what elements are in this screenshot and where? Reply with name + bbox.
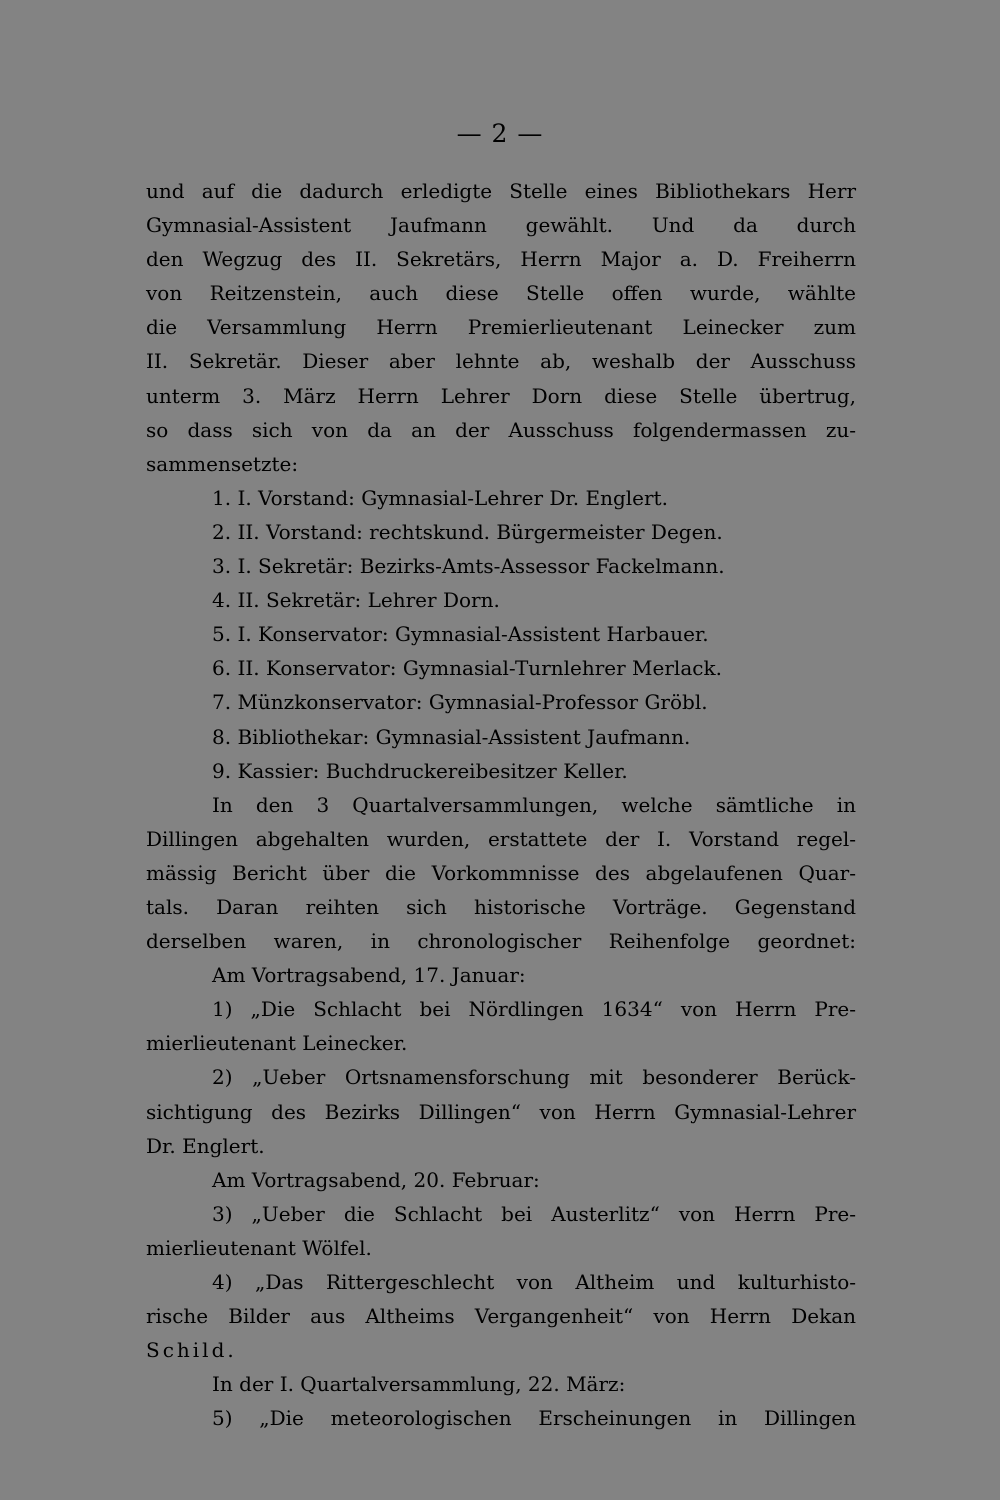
quarterly-meeting-heading: In der I. Quartalversammlung, 22. März: — [212, 1372, 626, 1397]
committee-list-item: 3. I. Sekretär: Bezirks-Amts-Assessor Fackelmann. — [212, 554, 725, 579]
committee-list-item: 1. I. Vorstand: Gymnasial-Lehrer Dr. Englert. — [212, 485, 668, 510]
lecture-evening-heading: Am Vortragsabend, 20. Februar: — [212, 1167, 540, 1192]
body-text — [146, 174, 856, 1435]
text-line: so dass sich von da an der Ausschuss folgendermassen zu- — [146, 417, 856, 442]
lecture-item-continuation: Dr. Englert. — [146, 1133, 265, 1158]
lecture-evening-heading: Am Vortragsabend, 17. Januar: — [212, 963, 526, 988]
text-line: tals. Daran reihten sich historische Vorträge. Gegenstand — [146, 894, 856, 919]
lecture-item: 1) „Die Schlacht bei Nördlingen 1634“ von Herrn Pre- — [212, 997, 856, 1022]
lecture-item-continuation: sichtigung des Bezirks Dillingen“ von Herrn Gymnasial-Lehrer — [146, 1099, 856, 1124]
text-line: sammensetzte: — [146, 451, 299, 476]
committee-list-item: 2. II. Vorstand: rechtskund. Bürgermeister Degen. — [212, 519, 723, 544]
text-line: die Versammlung Herrn Premierlieutenant Leinecker zum — [146, 315, 856, 340]
text-line: In den 3 Quartalversammlungen, welche sämtliche in — [212, 792, 856, 817]
committee-list-item: 6. II. Konservator: Gymnasial-Turnlehrer Merlack. — [212, 656, 722, 681]
text-line: Dillingen abgehalten wurden, erstattete der I. Vorstand regel- — [146, 826, 856, 851]
text-line: mässig Bericht über die Vorkommnisse des abgelaufenen Quar- — [146, 860, 856, 885]
committee-list-item: 8. Bibliothekar: Gymnasial-Assistent Jaufmann. — [212, 724, 691, 749]
text-line: und auf die dadurch erledigte Stelle eines Bibliothekars Herr — [146, 179, 856, 203]
committee-list-item: 5. I. Konservator: Gymnasial-Assistent Harbauer. — [212, 622, 709, 647]
committee-list-item: 4. II. Sekretär: Lehrer Dorn. — [212, 588, 500, 613]
lecture-item: 4) „Das Rittergeschlecht von Altheim und kulturhisto- — [212, 1270, 856, 1294]
text-line: Gymnasial-Assistent Jaufmann gewählt. Und da durch — [146, 213, 856, 238]
lecture-item-continuation: mierlieutenant Wölfel. — [146, 1235, 372, 1260]
page-number: — 2 — — [456, 119, 544, 148]
lecture-item-continuation: mierlieutenant Leinecker. — [146, 1031, 408, 1056]
text-line: unterm 3. März Herrn Lehrer Dorn diese Stelle übertrug, — [146, 383, 856, 408]
committee-list-item: 7. Münzkonservator: Gymnasial-Professor Gröbl. — [212, 690, 708, 715]
text-line: derselben waren, in chronologischer Reihenfolge geordnet: — [146, 929, 856, 954]
text-line: II. Sekretär. Dieser aber lehnte ab, weshalb der Ausschuss — [146, 349, 856, 374]
lecture-item: 3) „Ueber die Schlacht bei Austerlitz“ von Herrn Pre- — [212, 1201, 856, 1226]
lecture-item-continuation: rische Bilder aus Altheims Vergangenheit“ von Herrn Dekan — [146, 1304, 856, 1329]
text-line: den Wegzug des II. Sekretärs, Herrn Major a. D. Freiherrn — [146, 247, 856, 272]
lecture-item-continuation: Schild. — [146, 1338, 237, 1363]
text-line: von Reitzenstein, auch diese Stelle offen wurde, wählte — [146, 281, 856, 306]
lecture-item: 2) „Ueber Ortsnamensforschung mit besonderer Berück- — [212, 1065, 856, 1090]
lecture-item: 5) „Die meteorologischen Erscheinungen in Dillingen — [212, 1406, 856, 1431]
committee-list-item: 9. Kassier: Buchdruckereibesitzer Keller. — [212, 758, 628, 783]
